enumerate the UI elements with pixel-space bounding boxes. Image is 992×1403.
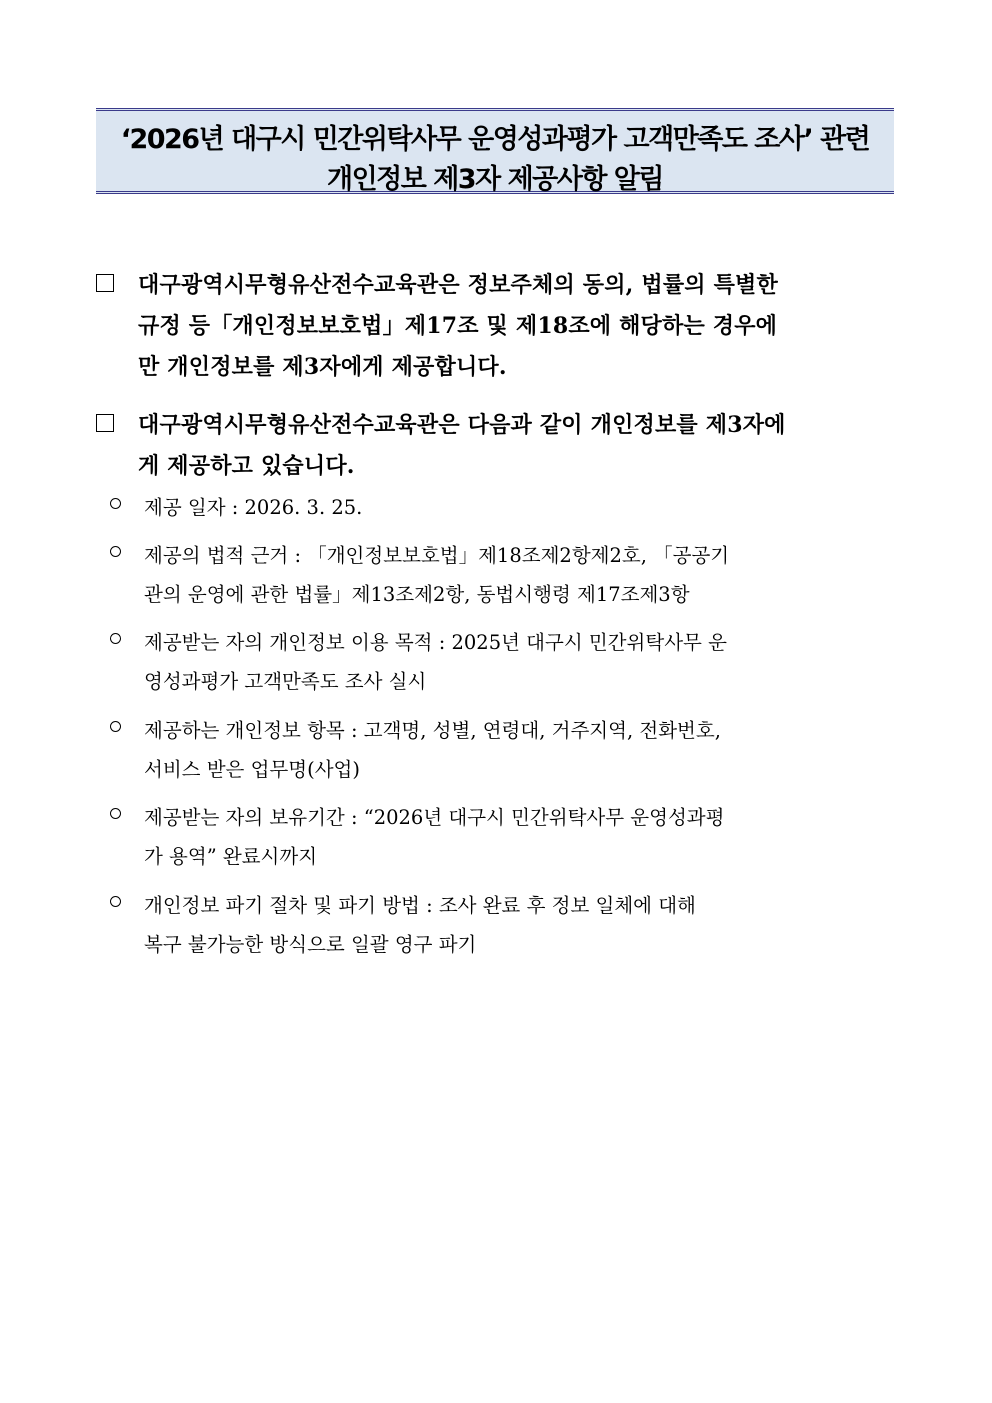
item-text-line: 복구 불가능한 방식으로 일괄 영구 파기 (144, 933, 477, 956)
item-text-line: 제공 일자 : 2026. 3. 25. (144, 496, 363, 519)
item-text-line: 제공의 법적 근거 : 「개인정보보호법」제18조제2항제2호, 「공공기 (144, 544, 730, 567)
section-text-line: 만 개인정보를 제3자에게 제공합니다. (138, 354, 507, 380)
section-text-line: 대구광역시무형유산전수교육관은 다음과 같이 개인정보를 제3자에 (138, 412, 786, 438)
section-text-line: 게 제공하고 있습니다. (138, 453, 355, 479)
square-bullet-icon (96, 274, 114, 292)
item-text-line: 서비스 받은 업무명(사업) (144, 758, 360, 781)
section-text-line: 대구광역시무형유산전수교육관은 정보주체의 동의, 법률의 특별한 (138, 272, 778, 298)
circle-bullet-icon (110, 721, 121, 732)
item-text-line: 개인정보 파기 절차 및 파기 방법 : 조사 완료 후 정보 일체에 대해 (144, 894, 696, 917)
title-line-2: 개인정보 제3자 제공사항 알림 (327, 164, 663, 195)
item-text-line: 제공받는 자의 개인정보 이용 목적 : 2025년 대구시 민간위탁사무 운 (144, 631, 727, 654)
title-line-1: ‘2026년 대구시 민간위탁사무 운영성과평가 고객만족도 조사’ 관련 (120, 124, 870, 155)
circle-bullet-icon (110, 896, 121, 907)
title-banner (96, 108, 894, 194)
item-text-line: 가 용역” 완료시까지 (144, 845, 318, 868)
section-text-line: 규정 등「개인정보보호법」제17조 및 제18조에 해당하는 경우에 (138, 313, 778, 339)
item-text-line: 제공받는 자의 보유기간 : “2026년 대구시 민간위탁사무 운영성과평 (144, 806, 725, 829)
circle-bullet-icon (110, 633, 121, 644)
item-text-line: 영성과평가 고객만족도 조사 실시 (144, 670, 427, 693)
item-text-line: 제공하는 개인정보 항목 : 고객명, 성별, 연령대, 거주지역, 전화번호, (144, 719, 721, 742)
item-text-line: 관의 운영에 관한 법률」제13조제2항, 동법시행령 제17조제3항 (144, 583, 690, 606)
circle-bullet-icon (110, 546, 121, 557)
square-bullet-icon (96, 414, 114, 432)
circle-bullet-icon (110, 498, 121, 509)
circle-bullet-icon (110, 808, 121, 819)
